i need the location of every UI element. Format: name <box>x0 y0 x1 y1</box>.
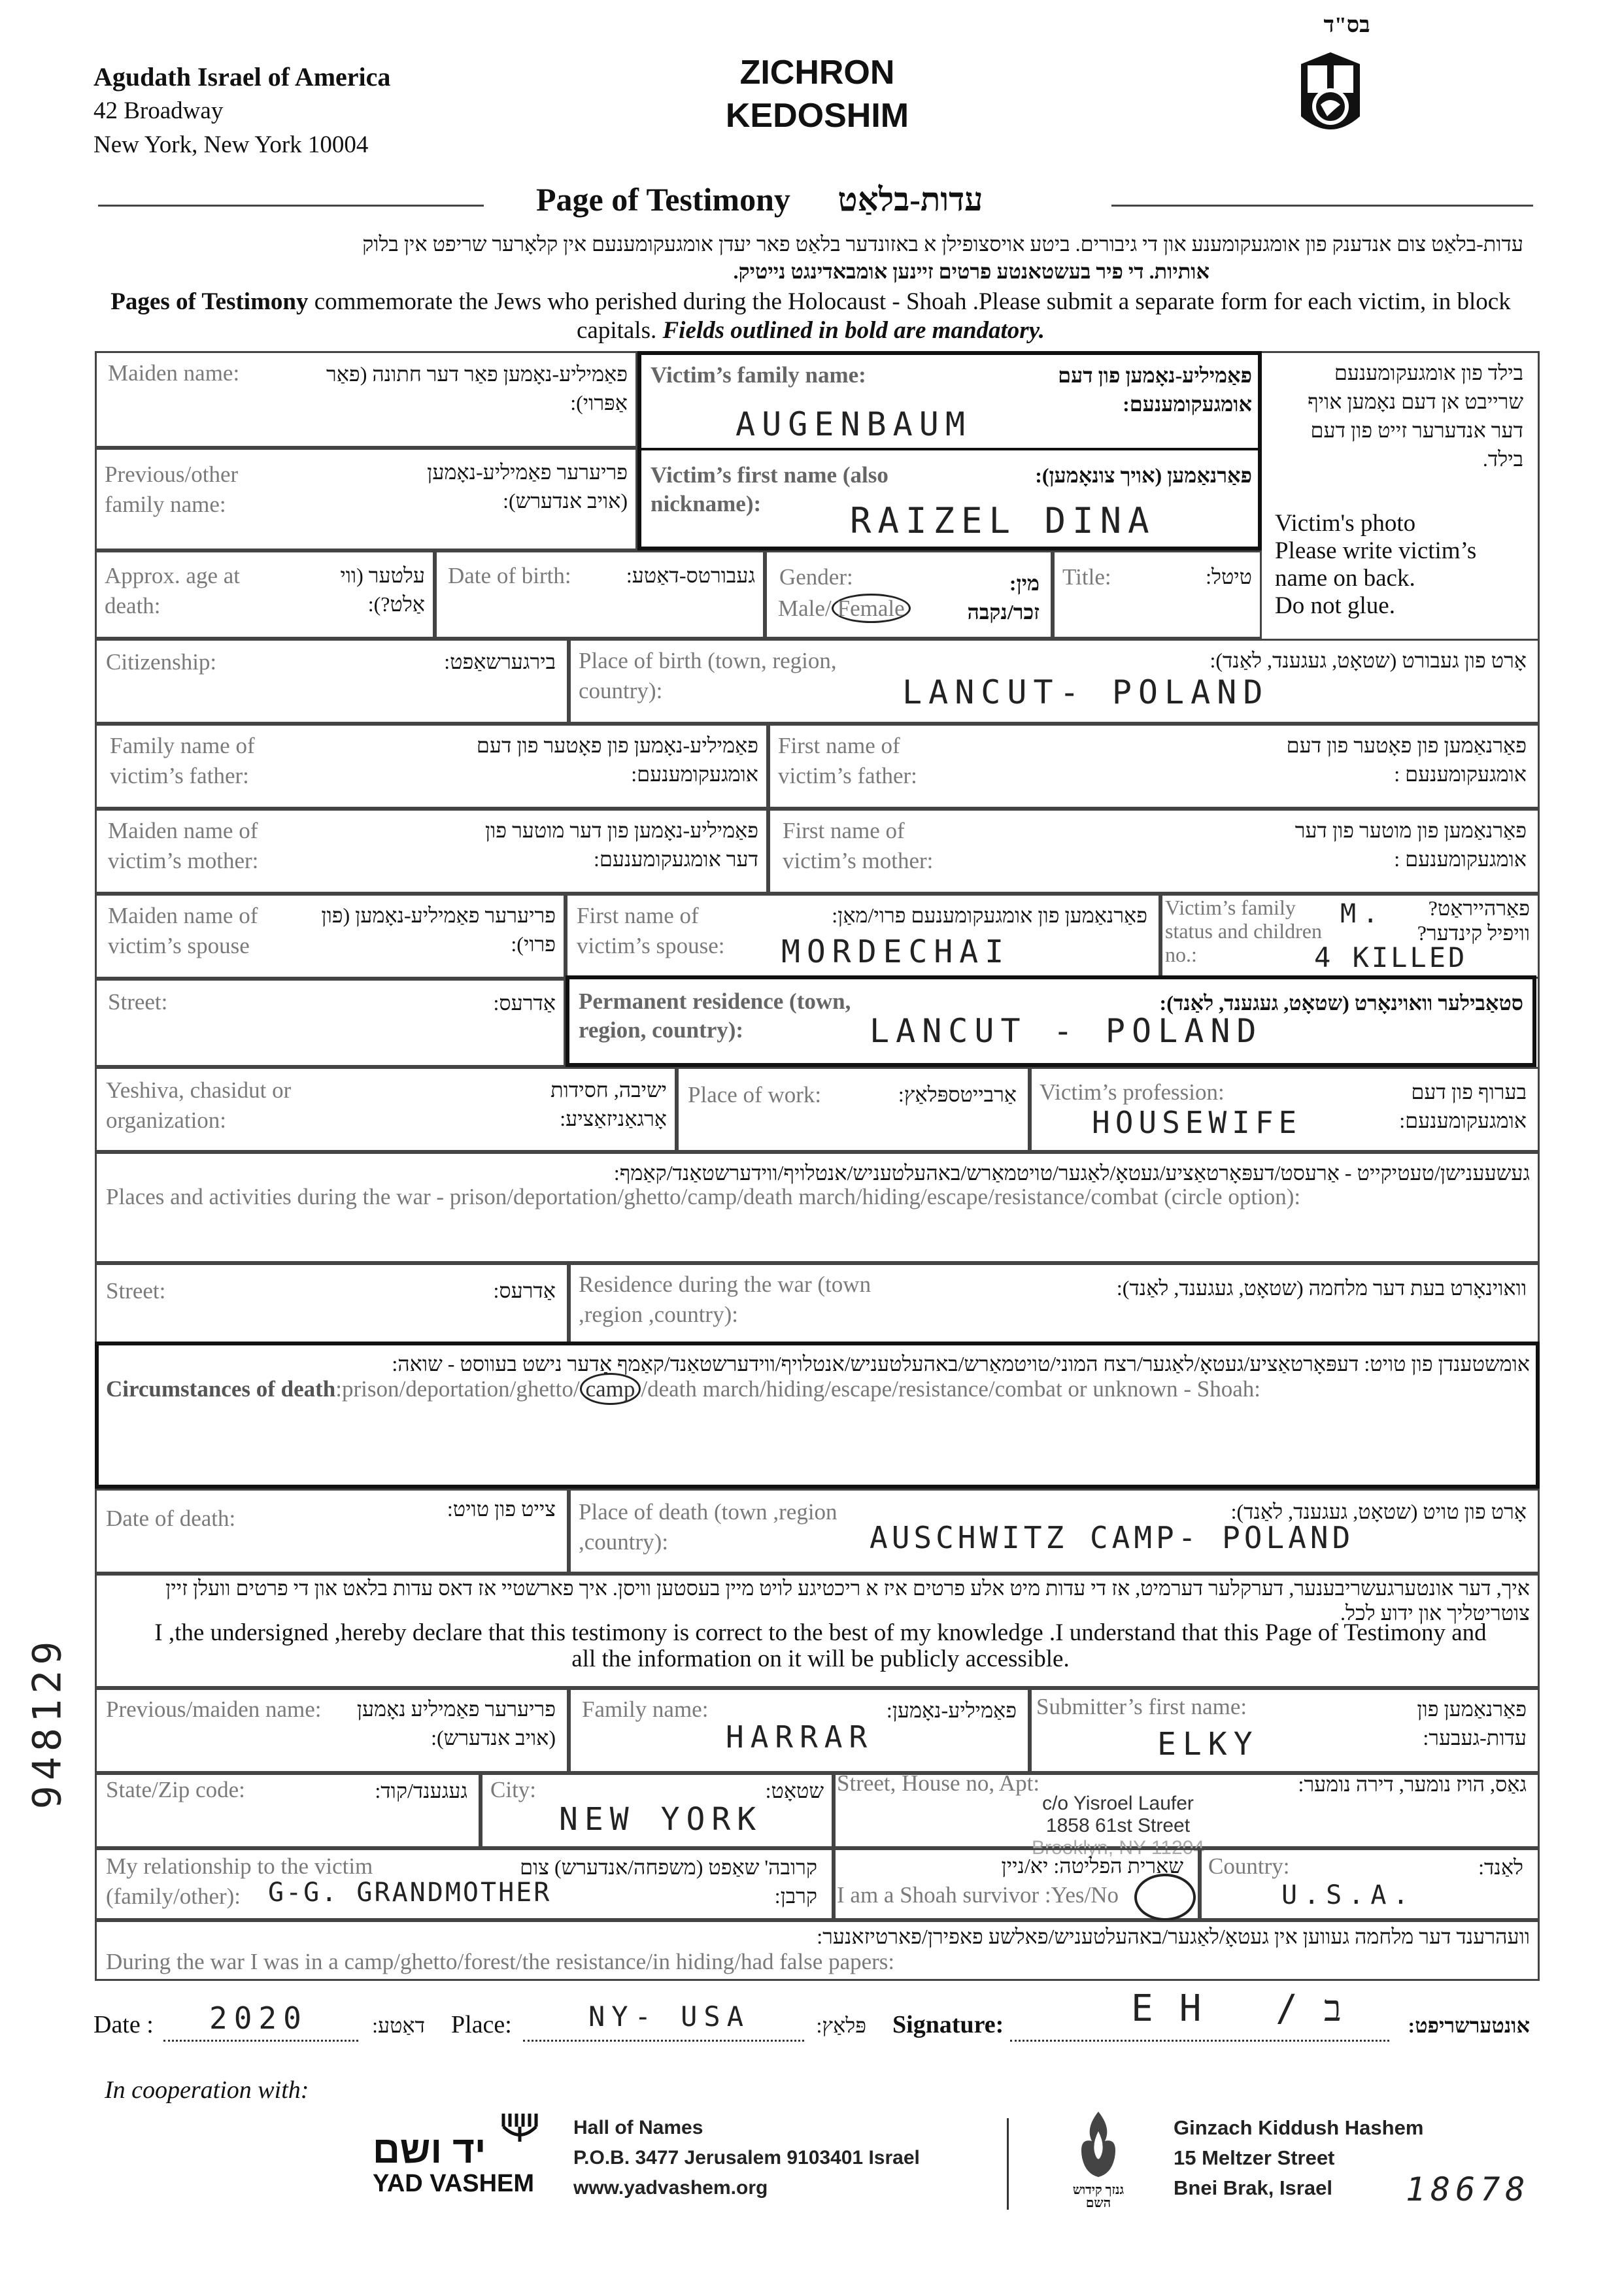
mother-first-yiddish: פאַרנאַמען פון מוטער פון דער אומגעקומענעם : <box>1294 819 1527 871</box>
photo-yiddish: בילד פון אומגעקומענעם שרייבט אן דעם נאָמען אויף דער אנדערער זייט פון דעם בילד. <box>1308 361 1523 471</box>
bsd-mark: בס"ד <box>1323 13 1370 37</box>
submitter-family-value[interactable]: HARRAR <box>726 1719 874 1755</box>
submitter-prev-yiddish: פריערער פאַמיליע נאָמען (אויב אנדערש): <box>356 1697 556 1749</box>
declaration-yiddish: איך, דער אונטערגעשריבענער, דערקלער דערמיט, אז די עדות מיט אלע פרטים איז א ריכטיגע לויט מיין בעסטען וויסן. איך פארשטיי אז דאס עדות בלאט און די פרטים וועלן זיין צוטריטליך און ידוע לכל. <box>165 1576 1530 1625</box>
stamp-line2: 1858 61st Street <box>1045 1815 1191 1836</box>
residence-value[interactable]: LANCUT - POLAND <box>870 1012 1263 1050</box>
father-first-label: First name of victim’s father: <box>778 733 917 788</box>
yad-vashem-name: YAD VASHEM <box>373 2170 535 2197</box>
spouse-first-value[interactable]: MORDECHAI <box>781 934 1011 970</box>
org-address-line1: 42 Broadway <box>93 97 224 124</box>
yeshiva-yiddish: ישיבה, חסידות אָרגאַניזאַציע: <box>550 1078 667 1130</box>
stamp-line3: Brooklyn, NY 11204 <box>1031 1837 1205 1859</box>
photo-english <box>1275 510 1523 620</box>
photo-english-3: name on back. <box>1275 565 1415 592</box>
title-yiddish: טיטל: <box>1206 565 1252 588</box>
citizenship-label: Citizenship: <box>106 649 217 675</box>
mother-maiden-label: Maiden name of victim’s mother: <box>108 818 259 873</box>
submitter-prev-label: Previous/maiden name: <box>106 1697 322 1722</box>
prev-family-yiddish: פריערער פאַמיליע-נאָמען (אויב אנדערש): <box>427 460 628 513</box>
intro-yiddish-2: אותיות. די פיר בעשטאנטע פרטים זיינען אומבאדינגט נייטיק. <box>733 260 1210 283</box>
pod-value[interactable]: AUSCHWITZ CAMP- POLAND <box>870 1520 1355 1555</box>
war-residence-label: Residence during the war (town ,region ,country): <box>579 1272 871 1327</box>
family-status-label: Victim’s family status and children no.: <box>1165 896 1322 966</box>
during-war-label: During the war I was in a camp/ghetto/forest/the resistance/in hiding/had false papers: <box>106 1949 895 1974</box>
spouse-first-yiddish: פאַרנאַמען פון אומגעקומענעם פרוי/מאַן: <box>832 903 1147 927</box>
submitter-state-label: State/Zip code: <box>106 1777 245 1802</box>
yv-line1: Hall of Names <box>573 2117 703 2138</box>
mother-maiden-yiddish: פאַמיליע-נאָמען פון דער מוטער פון דער אומגעקומענעם: <box>484 819 758 871</box>
submitter-street-label: Street, House no, Apt: <box>837 1770 1040 1796</box>
maiden-name-yiddish: פאַמיליע-נאָמען פאַר דער חתונה (פאַר אַפּרוי): <box>326 362 628 414</box>
father-family-yiddish: פאַמיליע-נאָמען פון פאָטער פון דעם אומגעקומענעם: <box>476 734 758 786</box>
gender-male[interactable]: Male/ <box>778 596 832 621</box>
stamp-number: 18678 <box>1406 2170 1531 2208</box>
photo-english-2: Please write victim’s <box>1275 537 1477 564</box>
relationship-yiddish: קרובה' שאַפט (משפחה/אנדערש) צום קרבן: <box>520 1855 817 1908</box>
intro-mandatory: Fields outlined in bold are mandatory. <box>662 317 1045 344</box>
menorah-icon <box>500 2110 539 2143</box>
flame-icon <box>1066 2108 1131 2180</box>
profession-label: Victim’s profession: <box>1040 1079 1225 1105</box>
death-circumstances-bold: Circumstances of death <box>106 1376 336 1402</box>
relationship-value[interactable]: G-G. GRANDMOTHER <box>268 1878 552 1908</box>
dod-label: Date of death: <box>106 1506 236 1531</box>
gender-options <box>778 594 911 624</box>
submitter-first-label: Submitter’s first name: <box>1036 1694 1247 1719</box>
gk-line1: Ginzach Kiddush Hashem <box>1174 2116 1424 2139</box>
yv-line3: www.yadvashem.org <box>573 2177 768 2199</box>
death-circ-pre: :prison/deportation/ghetto/ <box>335 1376 580 1402</box>
place-value[interactable]: NY- USA <box>588 2001 751 2033</box>
relationship-label: My relationship to the victim (family/other): <box>106 1853 373 1909</box>
date-label: Date : <box>93 2011 154 2038</box>
victim-name-divider <box>637 448 1262 450</box>
citizenship-yiddish: בירגערשאַפט: <box>444 650 556 673</box>
date-yiddish: דאַטע: <box>372 2014 425 2037</box>
war-activities-yiddish: געשעענישן/טעטיקייט - אַרעסט/דעפּאָרטאַציע/געטאָ/לאַגער/טויטמאַרש/באהעלטעניש/אנטלויף/ווידערשטאַנד/קאַמף: <box>613 1161 1530 1185</box>
maiden-name-label: Maiden name: <box>108 360 240 386</box>
form-title-english: Page of Testimony <box>536 181 790 218</box>
death-circ-post: /death march/hiding/escape/resistance/combat or unknown - Shoah: <box>641 1376 1260 1402</box>
first-name-label: Victim’s first name (also nickname): <box>651 462 888 516</box>
survivor-yiddish: שארית הפליטה: יא/ניין <box>1001 1854 1183 1878</box>
spouse-first-label: First name of victim’s spouse: <box>577 903 725 958</box>
war-residence-yiddish: וואוינאָרט בעת דער מלחמה (שטאָט, געגענד, לאַנד): <box>1116 1276 1527 1300</box>
prev-family-label: Previous/other family name: <box>105 462 239 517</box>
gender-label: Gender: <box>779 564 853 590</box>
country-value[interactable]: U.S.A. <box>1281 1880 1415 1910</box>
agudah-logo-icon <box>1281 44 1379 143</box>
during-war-yiddish: וועהרענד דער מלחמה געווען אין געטאָ/לאַגער/באהעלטעניש/פאלשע פאפירן/פארטיזאנער: <box>817 1925 1530 1948</box>
profession-yiddish: בערוף פון דעם אומגעקומענעם: <box>1399 1080 1527 1132</box>
intro-english <box>98 288 1523 345</box>
family-status-value[interactable]: M. <box>1340 899 1385 929</box>
footer-divider <box>1007 2118 1009 2210</box>
form-title-yiddish: עדות-בלאַט <box>837 181 983 218</box>
victim-family-name-yiddish: פאַמיליע-נאָמען פון דעם אומגעקומענעם: <box>1058 363 1252 416</box>
photo-english-4: Do not glue. <box>1275 592 1395 619</box>
age-yiddish: עלטער (ווי אַלט?): <box>340 564 425 616</box>
street-yiddish: אַדרעס: <box>493 991 556 1015</box>
signature-yiddish: אונטערשריפט: <box>1408 2014 1530 2037</box>
age-label: Approx. age at death: <box>105 563 241 618</box>
agudah-logo <box>1281 44 1379 143</box>
org-block <box>93 60 499 162</box>
residence-label: Permanent residence (town, region, country): <box>579 988 851 1043</box>
submitter-city-value[interactable]: NEW YORK <box>559 1801 763 1838</box>
pod-label: Place of death (town ,region ,country): <box>579 1499 837 1555</box>
survivor-no-circle[interactable] <box>1134 1874 1196 1921</box>
stamp-line1: c/o Yisroel Laufer <box>1042 1793 1194 1814</box>
side-number: 948129 <box>24 1636 71 1810</box>
death-circumstances-yiddish: אומשטענדן פון טויט: דעפּאָרטאַציע/געטאָ/לאַגער/רצח המוני/טויטמאַרש/באהעלטעניש/אנטלויף/ווידערשטאַנד/קאַמף אָדער נישט בעווסט - שואה: <box>392 1352 1530 1376</box>
war-street-yiddish: אַדרעס: <box>493 1279 556 1302</box>
place-line[interactable] <box>523 2040 804 2042</box>
org-address-line2: New York, New York 10004 <box>93 131 369 158</box>
ginzach-logo-text: גנזך קידוש השם <box>1072 2183 1125 2210</box>
declaration-english: I ,the undersigned ,hereby declare that this testimony is correct to the best of my knowledge .I understand that this Page of Testimony and all the information on it will be publicly accessible. <box>154 1619 1487 1672</box>
gender-female-circled[interactable]: Female <box>832 594 911 623</box>
survivor-label: I am a Shoah survivor :Yes/No <box>837 1882 1119 1908</box>
place-label: Place: <box>451 2011 512 2038</box>
org-name: Agudath Israel of America <box>93 62 391 92</box>
signature-line[interactable] <box>1010 2040 1389 2042</box>
intro-yiddish-1: עדות-בלאַט צום אנדענק פון אומגעקומענע און די גיבורים. ביטע אויסצופילן א באזונדער בלאַט פאר יעדן אומגעקומענעם אין קלאָרער שריפט אין בלוק <box>362 232 1523 256</box>
yv-line2: P.O.B. 3477 Jerusalem 9103401 Israel <box>573 2147 920 2169</box>
war-street-label: Street: <box>106 1278 166 1304</box>
signature-label: Signature: <box>892 2011 1004 2038</box>
death-circ-camp-circled[interactable]: camp <box>580 1373 641 1405</box>
family-status-yiddish: פאַרהייראַט? וויפיל קינדער? <box>1417 896 1530 945</box>
form-title <box>536 180 1098 218</box>
country-label: Country: <box>1208 1853 1290 1879</box>
title-line2: KEDOSHIM <box>725 97 909 135</box>
ginzach-logo <box>1066 2108 1131 2210</box>
victim-family-name-label: Victim’s family name: <box>651 362 866 388</box>
submitter-family-label: Family name: <box>582 1697 709 1722</box>
death-circumstances-label <box>106 1374 1531 1404</box>
yad-vashem-address <box>573 2113 1031 2203</box>
street-label: Street: <box>108 989 168 1015</box>
zichron-title <box>654 51 981 137</box>
gender-yiddish: מין: זכר/נקבה <box>967 571 1040 624</box>
profession-value[interactable]: HOUSEWIFE <box>1092 1105 1302 1140</box>
spouse-maiden-yiddish: פריערער פאַמיליע-נאָמען (פון פרוי): <box>321 903 556 956</box>
submitter-family-yiddish: פאַמיליע-נאָמען: <box>886 1698 1017 1722</box>
place-yiddish: פּלאַץ: <box>816 2014 866 2037</box>
date-line[interactable] <box>163 2040 358 2042</box>
dob-yiddish: געבורטס-דאַטע: <box>626 564 755 587</box>
yad-vashem-hebrew: יד ושם <box>373 2129 486 2171</box>
first-name-yiddish: פאַרנאַמען (אויך צונאָמען): <box>1035 464 1252 487</box>
country-yiddish: לאַנד: <box>1478 1855 1523 1879</box>
title-label: Title: <box>1062 564 1111 590</box>
father-first-yiddish: פאַרנאַמען פון פאָטער פון דעם אומגעקומענעם : <box>1286 734 1527 786</box>
spouse-maiden-label: Maiden name of victim’s spouse <box>108 903 258 958</box>
birthplace-label: Place of birth (town, region, country): <box>579 648 837 703</box>
submitter-city-yiddish: שטאָט: <box>765 1779 824 1802</box>
work-label: Place of work: <box>688 1082 822 1107</box>
gk-line2: 15 Meltzer Street <box>1174 2146 1335 2169</box>
submitter-first-yiddish: פאַרנאַמען פון עדות-געבער: <box>1417 1697 1527 1749</box>
gk-line3: Bnei Brak, Israel <box>1174 2176 1332 2199</box>
date-value[interactable]: 2020 <box>209 2001 308 2036</box>
pod-yiddish: אָרט פון טויט (שטאָט, געגענד, לאַנד): <box>1230 1500 1527 1523</box>
submitter-street-yiddish: גאַס, הויז נומער, דירה נומער: <box>1298 1772 1527 1796</box>
children-value[interactable]: 4 KILLED <box>1314 941 1468 973</box>
submitter-city-label: City: <box>490 1777 537 1802</box>
signature-value[interactable]: EH /ב <box>1131 1987 1368 2030</box>
birthplace-yiddish: אָרט פון געבורט (שטאָט, געגענד, לאַנד): <box>1210 649 1527 672</box>
yeshiva-label: Yeshiva, chasidut or organization: <box>106 1077 292 1133</box>
father-family-label: Family name of victim’s father: <box>110 733 255 788</box>
dob-label: Date of birth: <box>448 563 571 588</box>
cooperation-label: In cooperation with: <box>105 2076 309 2104</box>
title-rule-left <box>98 205 484 207</box>
war-activities-label: Places and activities during the war - prison/deportation/ghetto/camp/death march/hiding/escape/resistance/combat (circle option): <box>106 1184 1301 1209</box>
residence-yiddish: סטאַבילער וואוינאָרט (שטאָט, געגענד, לאַנד): <box>1159 991 1523 1015</box>
work-yiddish: אַרבייטספּלאַץ: <box>898 1083 1017 1106</box>
photo-english-1: Victim's photo <box>1275 510 1416 537</box>
victim-family-name-value[interactable]: AUGENBAUM <box>736 405 972 443</box>
title-rule-right <box>1111 205 1533 207</box>
first-name-value[interactable]: RAIZEL DINA <box>850 500 1156 541</box>
intro-english-text: commemorate the Jews who perished during the Holocaust - Shoah .Please submit a separate form for each victim, in block capitals. <box>314 288 1511 344</box>
mother-first-label: First name of victim’s mother: <box>783 818 934 873</box>
intro-english-bold: Pages of Testimony <box>110 288 309 315</box>
title-line1: ZICHRON <box>739 54 895 92</box>
birthplace-value[interactable]: LANCUT- POLAND <box>902 673 1270 711</box>
dod-yiddish: צייט פון טויט: <box>447 1497 556 1521</box>
yad-vashem-logo <box>373 2110 543 2197</box>
submitter-state-yiddish: געגענד/קוד: <box>375 1779 467 1802</box>
submitter-first-value[interactable]: ELKY <box>1157 1726 1259 1763</box>
